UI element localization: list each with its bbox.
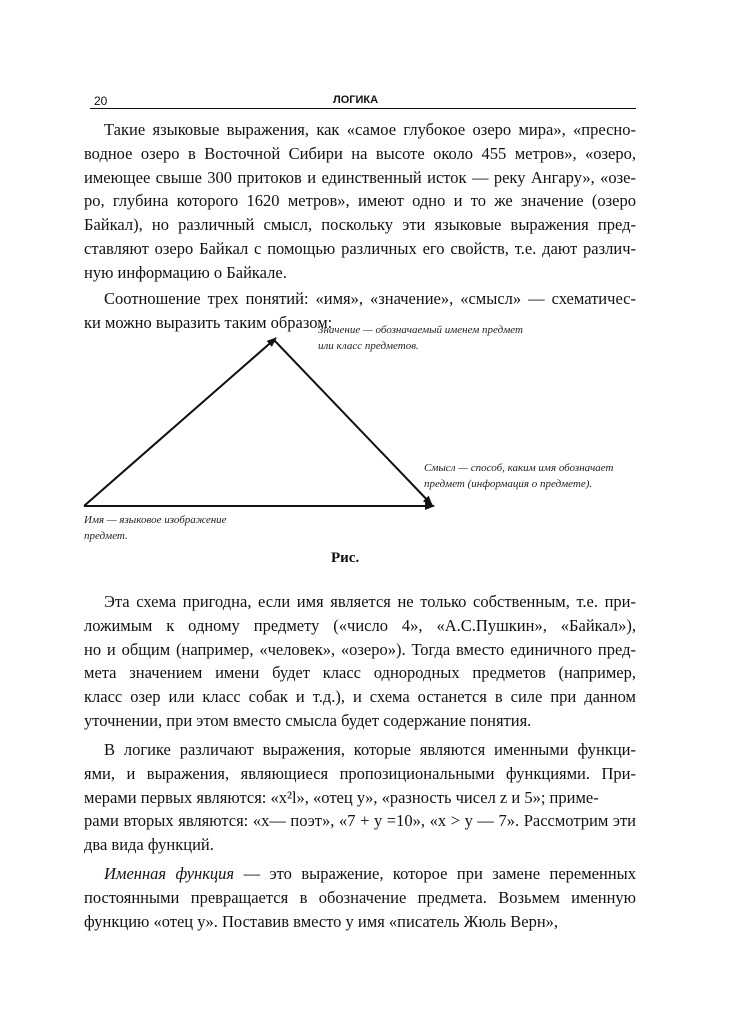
text-line: ки можно выразить таким образом:: [84, 312, 333, 332]
arrow-name-to-meaning: [84, 338, 276, 506]
figure-caption: Рис.: [331, 550, 360, 566]
paragraph-5: [84, 862, 636, 933]
paragraph-4: [84, 738, 636, 857]
label-line: Имя — языковое изображение: [84, 514, 227, 526]
paragraph-3: [84, 590, 636, 733]
text-line: два вида функций.: [84, 835, 214, 855]
text-fragment: — это выражение, которое при замене переменных: [234, 864, 636, 883]
text-line: но и общим (например, «человек», «озеро»). Тогда вместо единичного пред-: [84, 639, 636, 659]
text-line: водное озеро в Восточной Сибири на высоте около 455 метров», «озеро,: [84, 143, 636, 163]
text-line: В логике различают выражения, которые являются именными функци-: [104, 740, 636, 759]
text-line: постоянными превращается в обозначение предмета. Возьмем именную: [84, 887, 636, 907]
text-line: уточнении, при этом вместо смысла будет содержание понятия.: [84, 710, 532, 730]
label-line: Значение — обозначаемый именем предмет: [318, 324, 523, 336]
label-line: или класс предметов.: [318, 340, 419, 352]
label-line: предмет.: [84, 530, 128, 542]
name-label: [84, 512, 227, 544]
text-line: рами вторых являются: «x— поэт», «7 + y =10», «x > y — 7». Рассмотрим эти: [84, 811, 636, 831]
text-line: Такие языковые выражения, как «самое глубокое озеро мира», «пресно-: [104, 120, 636, 139]
label-line: предмет (информация о предмете).: [424, 478, 593, 490]
text-line: Байкал), но различный смысл, поскольку эти языковые выражения пред-: [84, 215, 636, 235]
page-number: 20: [94, 94, 108, 108]
running-title: ЛОГИКА: [333, 94, 379, 106]
text-line: ную информацию о Байкале.: [84, 262, 287, 282]
text-line: ями, и выражения, являющиеся пропозициональными функциями. При-: [84, 763, 636, 783]
term-nominal-function: Именная функция: [104, 864, 235, 883]
text-line: класс озер или класс собак и т.д.), и схема останется в силе при данном: [84, 687, 636, 707]
text-line: Эта схема пригодна, если имя является не только собственным, т.е. при-: [104, 592, 636, 611]
text-line: имеющее свыше 300 притоков и единственный исток — реку Ангару», «озе-: [84, 167, 636, 187]
meaning-label: [318, 322, 523, 354]
text-line: Соотношение трех понятий: «имя», «значение», «смысл» — схематичес-: [104, 289, 636, 308]
sense-label: [424, 460, 613, 492]
text-line: ложимым к одному предмету («число 4», «А.С.Пушкин», «Байкал»),: [84, 615, 636, 635]
text-line: мерами первых являются: «x²l», «отец y», «разность чисел z и 5»; приме-: [84, 787, 599, 807]
text-line: мета значением имени будет класс однородных предметов (например,: [84, 663, 636, 683]
text-line: ставляют озеро Байкал с помощью различных его свойств, т.е. дают различ-: [84, 238, 636, 258]
text-line: [84, 862, 636, 886]
arrow-meaning-to-sense: [274, 340, 432, 505]
text-line: функцию «отец y». Поставив вместо y имя «писатель Жюль Верн»,: [84, 911, 559, 931]
text-line: ро, глубина которого 1620 метров», имеют одно и то же значение (озеро: [84, 191, 636, 211]
label-line: Смысл — способ, каким имя обозначает: [424, 462, 614, 474]
